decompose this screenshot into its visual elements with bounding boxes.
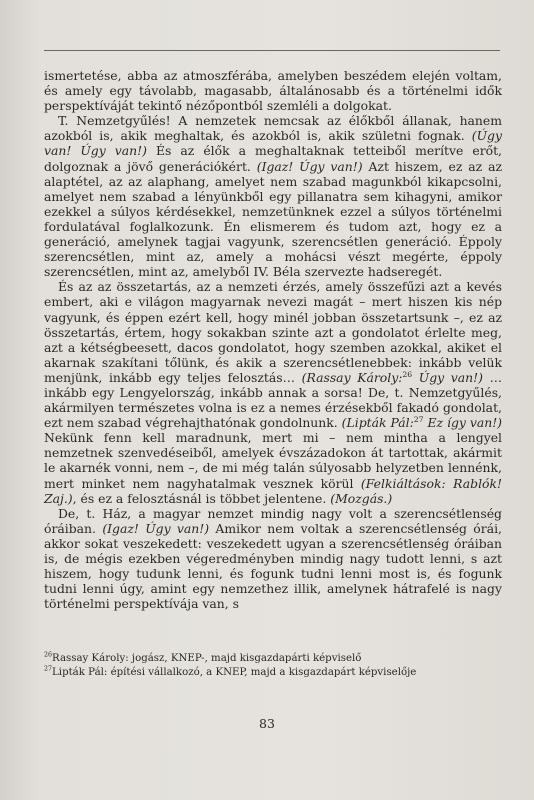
text-run: , és ez a felosztásnál is többet jelentene.: [72, 490, 331, 506]
paragraph-3: [44, 279, 502, 505]
footnote-27: $^{27}$Lipták Pál: építési vállalkozó, a KNEP, majd a kisgazdapárt képviselője: [44, 665, 417, 678]
text-run: T. Nemzetgyűlés! A nemzetek nemcsak az élőkből állanak, hanem azokból is, akik meghaltak, és azokból is, akik születni fognak.: [44, 113, 502, 144]
footnote-ref: 27: [413, 415, 424, 425]
text-run: De, t. Ház, a magyar nemzet mindig nagy volt a szerencsétlenség óráiban.: [44, 505, 502, 536]
paragraph-1: [44, 68, 502, 113]
page-number: 83: [259, 716, 275, 731]
interjection: (Igaz! Úgy van!): [256, 158, 363, 174]
interjection: Úgy van!): [412, 369, 483, 385]
footnotes: [44, 652, 502, 680]
interjection: (Úgy van! Úgy van!): [44, 128, 502, 159]
paragraph-2: [44, 113, 502, 279]
text-run: …inkább egy Lengyelország, inkább annak a sorsa! De, t. Nemzetgyűlés, akármilyen természetes volna is ez a nemes érzésekből fakadó gondolat, ezt nem szabad végrehajthatónak gondolnunk.: [44, 369, 502, 431]
text-run: Azt hiszem, ez az az alaptétel, az az alaphang, amelyet nem szabad magunkból kikapcsolni, amelyet nem szabad a lényünkből egy pillanatra sem kihagyni, amikor ezekkel a súlyos kérdésekkel, nemzetünknek ezzel a súlyos történelmi fordulatával foglalkozunk. Én elismerem és tudom azt, hogy ez a generáció, amelynek tagjai vagyunk, szerencsétlen generáció. Éppoly szerencsétlen, mint az, amely a mohácsi vészt megérte, éppoly szerencsétlen, mint az, amelyből IV. Béla szervezte hadseregét.: [44, 158, 502, 280]
text-run: ismertetése, abba az atmoszférába, amelyben beszédem elején voltam, és amely egy távolabb, magasabb, általánosabb és a történelmi idők perspektíváját tekintő nézőpontból szemléli a dolgokat.: [44, 68, 502, 114]
interjection: (Igaz! Úgy van!): [102, 520, 210, 536]
interjection: (Felkiáltások: Rablók! Zaj.): [44, 475, 502, 506]
text-run: És az élők a meghaltaknak tetteiből merítve erőt, dolgoznak a jövő generációkért.: [44, 143, 502, 174]
paragraph-4: [44, 506, 502, 612]
text-run: Nekünk fenn kell maradnunk, mert mi – nem mintha a lengyel nemzetnek szenvedéseiből, amelyek évszázadokon át tartottak, akármit le akarnék vonni, nem –, de mi még talán súlyosabb helyzetben lennénk, mert minket nem nagyhatalmak vesznek körül: [44, 430, 502, 491]
text-run: És az az összetartás, az a nemzeti érzés, amely összefűzi azt a kevés embert, aki e világon magyarnak nevezi magát – mert hiszen kis nép vagyunk, és éppen ezért kell, hogy minél jobban összetartsunk –, ez az összetartás, értem, hogy sokakban szinte azt a gondolatot érlelte meg, azt a kétségbeesett, dacos gondolatot, hogy szemben azokkal, akiket el akarnak szakítani tőlünk, és akik a szerencsétlenebbek: inkább velük menjünk, inkább egy teljes felosztás…: [44, 279, 502, 385]
body-text: [44, 68, 502, 611]
text-run: Amikor nem voltak a szerencsétlenség órái, akkor sokat veszekedett: veszekedett ugyan a szerencsétlenség óráiban is, de mégis ezekben végeredményben mindig nagy tudott lenni, s azt hiszem, hogy tudunk lenni, és fogunk tudni lenni most is, és fogunk tudni lenni úgy, amint egy nemzethez illik, amelynek hátrafelé is nagy történelmi perspektívája van, s: [44, 520, 502, 612]
footnote-ref: 26: [402, 369, 413, 379]
interjection: (Rassay Károly:: [301, 369, 403, 385]
interjection: (Mozgás.): [330, 490, 393, 506]
interjection: (Lipták Pál:: [341, 415, 414, 431]
interjection: Ez így van!): [423, 415, 503, 431]
footnote-26: $^{26}$Rassay Károly: jogász, KNEP-, majd kisgazdapárti képviselő: [44, 651, 362, 664]
header-rule: [44, 50, 500, 51]
